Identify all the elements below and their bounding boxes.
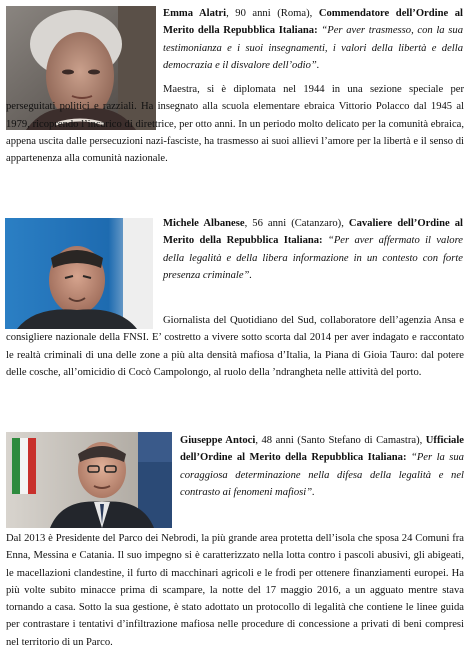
honor-title: Cavaliere dell’Ordine al Merito della Repubblica Italiana: [163,218,463,247]
entry-heading-antoci [180,432,464,501]
honoree-details: , 90 anni (Roma), [226,8,319,19]
honor-title: Commendatore dell’Ordine al Merito della Repubblica Italiana: [163,8,463,37]
bio-paragraph-albanese [6,312,464,381]
honoree-name: Michele Albanese [163,218,245,229]
honoree-details: , 48 anni (Santo Stefano di Camastra), [255,435,426,446]
citation-quote: “Per aver affermato il valore della legalità e della libera informazione in un contesto con forte presenza criminale”. [163,235,463,281]
bio-text: Giornalista del Quotidiano del Sud, collaboratore dell’agenzia Ansa e consigliere nazionale della FNSI. E’ costretto a vivere sotto scorta dal 2014 per aver indagato e raccontato le realtà criminali di una delle zone a più alta densità mafiosa d’Italia, la Piana di Gioia Tauro: dal potere delle cosche, all’omicidio di Cocò Campolongo, al ruolo della ’ndrangheta nelle attività del porto. [6,315,464,378]
citation-quote: “Per aver trasmesso, con la sua testimonianza e i suoi insegnamenti, i valori della libertà e della democrazia e il disvalore dell’odio”. [163,25,464,71]
honoree-name: Emma Alatri [163,8,227,19]
honoree-details: , 56 anni (Catanzaro), [244,218,349,229]
bio-paragraph-antoci [6,530,464,651]
entry-heading-alatri [163,5,463,74]
bio-paragraph-alatri [6,81,464,167]
honoree-name: Giuseppe Antoci [180,435,256,446]
bio-text: Dal 2013 è Presidente del Parco dei Nebrodi, la più grande area protetta dell’isola che sposa 24 Comuni fra Enna, Messina e Catania. Il suo impegno si è caratterizzato nella lotta contro i pascoli abusivi, gli abigeati, le macellazioni clandestine, il furto di macchinari agricoli e le frodi per ottenere finanziamenti europei. Ha più volte subito minacce prima di scampare, la notte del 17 maggio 2016, a un agguato mentre stava tornando a casa. Sotto la sua gestione, è stato adottato un protocollo di legalità che contiene le linee guida per contrastare i tentativi d’infiltrazione mafiosa nelle procedure di concessione a privati di beni compresi nel territorio di un Parco. [6,533,464,648]
honor-title: Ufficiale dell’Ordine al Merito della Repubblica Italiana: [180,435,465,464]
entry-heading-albanese [163,215,463,284]
portrait-photo-antoci [6,432,172,528]
bio-text: Maestra, si è diplomata nel 1944 in una sezione speciale per perseguitati politici e razziali. Ha insegnato alla scuola elementare ebraica Vittorio Polacco dal 1945 al 1979, ricoprendo l’incarico di direttrice, per otto anni. In un periodo molto delicato per la comunità ebraica, appena uscita dalle persecuzioni nazi-fasciste, ha trasmesso ai suoi allievi l’amore per la libertà e il senso di appartenenza alla comunità nazionale. [6,84,464,165]
citation-quote: “Per la sua coraggiosa determinazione nella difesa della legalità e nel contrasto ai fenomeni mafiosi”. [180,452,464,498]
